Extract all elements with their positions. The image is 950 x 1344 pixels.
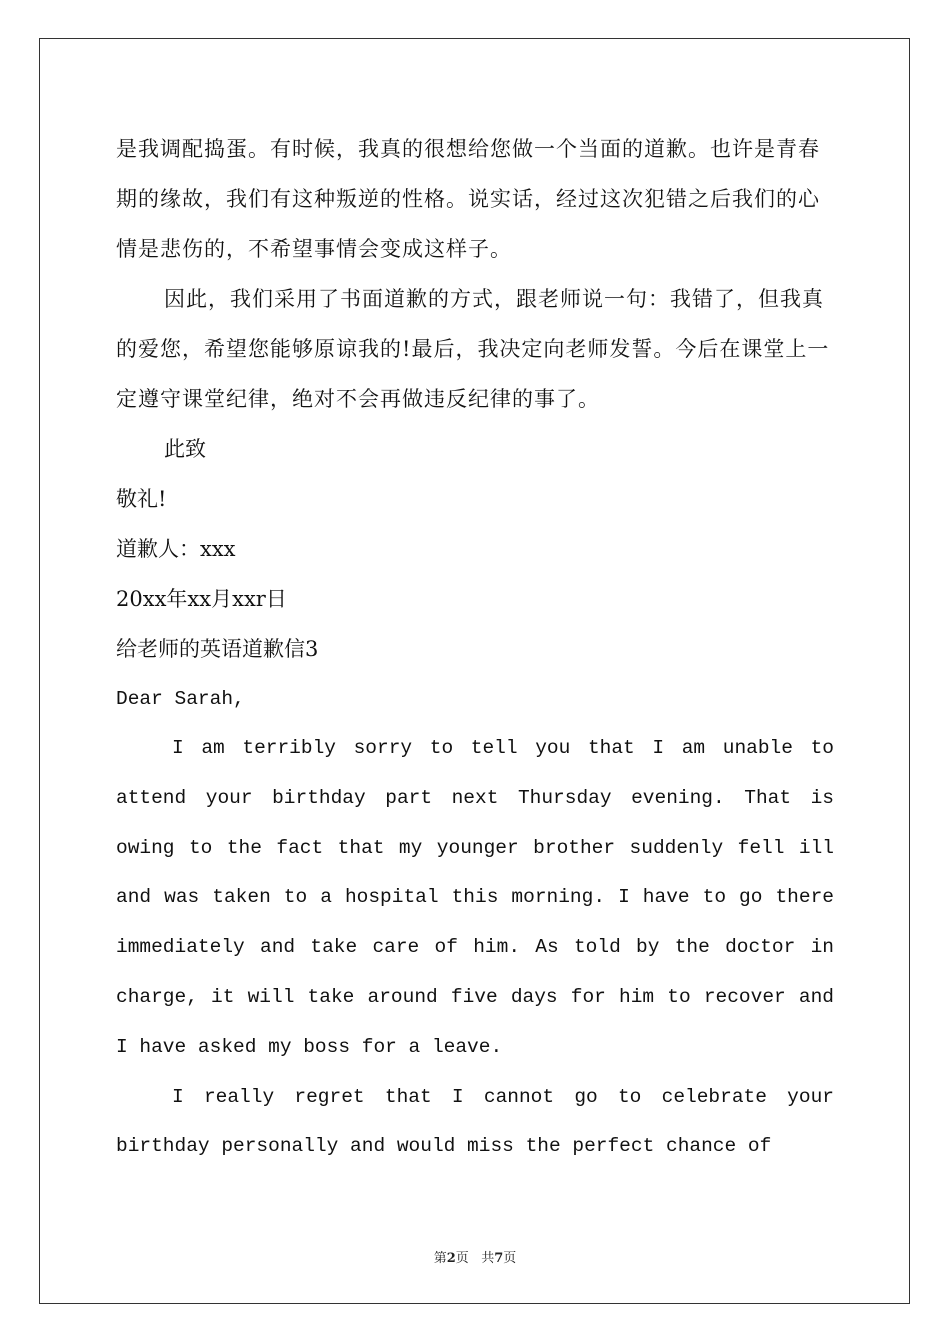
paragraph-en-1: I am terribly sorry to tell you that I am unable to attend your birthday part next Thursday evening. That is owing to the fact that my younger brother suddenly fell ill and was taken to a hospital this morning. I have to go there immediately and take care of him. As told by the doctor in charge, it will take around five days for him to recover and I have asked my boss for a leave.	[116, 737, 834, 1058]
footer-total-prefix: 共	[481, 1251, 495, 1266]
closing-line-1: 此致	[164, 437, 206, 461]
page-footer	[0, 1247, 950, 1266]
greeting: Dear Sarah,	[116, 688, 245, 710]
footer-page-prefix: 第	[433, 1251, 447, 1266]
footer-page-suffix: 页	[455, 1251, 469, 1266]
paragraph-cn-1: 是我调配捣蛋。有时候，我真的很想给您做一个当面的道歉。也许是青春期的缘故，我们有这种叛逆的性格。说实话，经过这次犯错之后我们的心情是悲伤的，不希望事情会变成这样子。	[116, 137, 820, 261]
footer-total-pages: 7	[494, 1251, 504, 1266]
footer-total-suffix: 页	[503, 1251, 517, 1266]
paragraph-en-2: I really regret that I cannot go to celebrate your birthday personally and would miss the perfect chance of	[116, 1085, 834, 1158]
section-title: 给老师的英语道歉信3	[116, 637, 319, 661]
paragraph-cn-2: 因此，我们采用了书面道歉的方式，跟老师说一句：我错了，但我真的爱您，希望您能够原谅我的!最后，我决定向老师发誓。今后在课堂上一定遵守课堂纪律，绝对不会再做违反纪律的事了。	[116, 287, 830, 411]
document-body	[116, 124, 834, 1172]
date: 20xx年xx月xxr日	[116, 587, 287, 611]
closing-line-2: 敬礼!	[116, 487, 167, 511]
footer-current-page: 2	[446, 1251, 456, 1266]
signer: 道歉人：xxx	[116, 537, 236, 561]
